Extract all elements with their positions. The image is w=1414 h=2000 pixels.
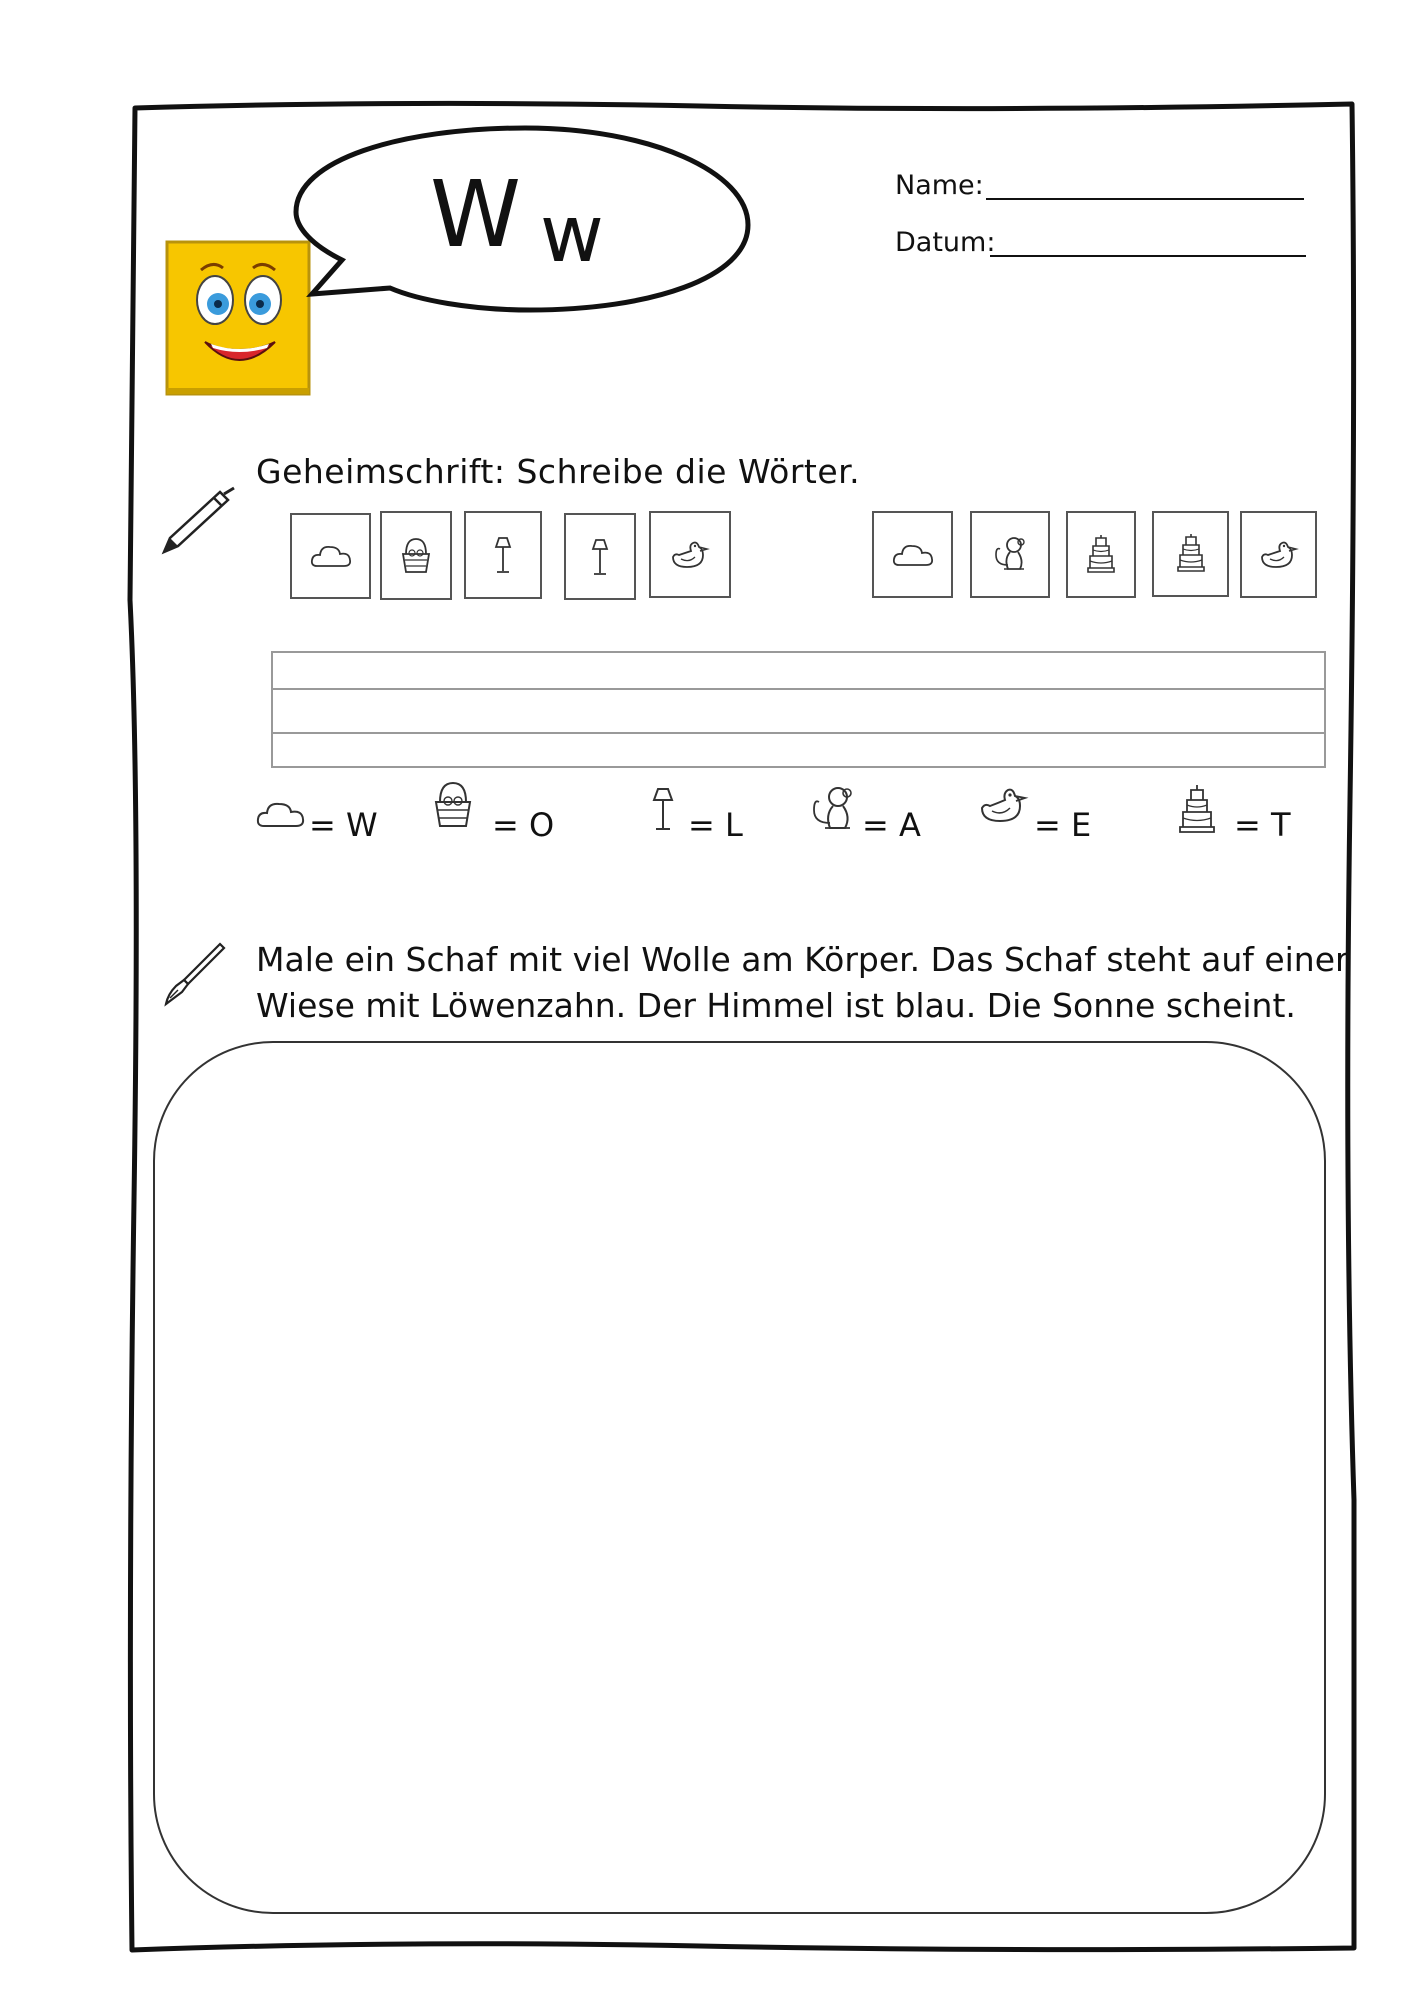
lamp-icon <box>587 537 613 577</box>
cloud-icon <box>309 542 353 570</box>
writing-lines[interactable] <box>271 651 1326 768</box>
legend-item: = A <box>806 784 926 854</box>
lamp-icon <box>490 535 516 575</box>
date-line[interactable] <box>990 255 1306 257</box>
name-label: Name: <box>895 170 984 201</box>
lamp-box <box>564 513 636 600</box>
cake-icon <box>1176 533 1206 575</box>
legend-item: = L <box>648 786 748 856</box>
basket-box <box>380 511 452 600</box>
drawing-area[interactable] <box>153 1041 1326 1914</box>
cloud-icon <box>255 798 307 832</box>
name-line[interactable] <box>986 198 1304 200</box>
duck-icon <box>978 786 1030 826</box>
cloud-box <box>290 513 371 599</box>
cake-icon <box>1086 534 1116 576</box>
legend-item: = O <box>432 780 572 850</box>
cake-icon <box>1178 784 1216 838</box>
monkey-icon <box>990 535 1030 575</box>
duck-icon <box>1258 539 1300 571</box>
duck-icon <box>669 539 711 571</box>
paintbrush-icon <box>158 940 228 1010</box>
cloud-icon <box>891 541 935 569</box>
letter-lower: w <box>540 190 604 280</box>
legend-item: = E <box>978 786 1098 856</box>
date-label: Datum: <box>895 227 996 258</box>
lamp-icon <box>648 786 678 834</box>
cake-box <box>1066 511 1136 598</box>
basket-icon <box>399 536 433 576</box>
task1-instruction: Geheimschrift: Schreibe die Wörter. <box>256 452 861 491</box>
basket-icon <box>432 780 474 832</box>
duck-box <box>649 511 731 598</box>
cake-box <box>1152 511 1229 597</box>
legend-item: = W <box>255 790 375 860</box>
letter-upper: W <box>430 161 521 268</box>
pen-icon <box>158 484 238 558</box>
legend-item: = T <box>1178 784 1308 854</box>
task2-line1: Male ein Schaf mit viel Wolle am Körper. Das Schaf steht auf einer <box>256 940 1349 979</box>
speech-bubble <box>290 120 760 320</box>
duck-box <box>1240 511 1317 598</box>
task2-line2: Wiese mit Löwenzahn. Der Himmel ist blau. Die Sonne scheint. <box>256 986 1296 1025</box>
monkey-icon <box>806 784 860 836</box>
lamp-box <box>464 511 542 599</box>
cloud-box <box>872 511 953 598</box>
monkey-box <box>970 511 1050 598</box>
